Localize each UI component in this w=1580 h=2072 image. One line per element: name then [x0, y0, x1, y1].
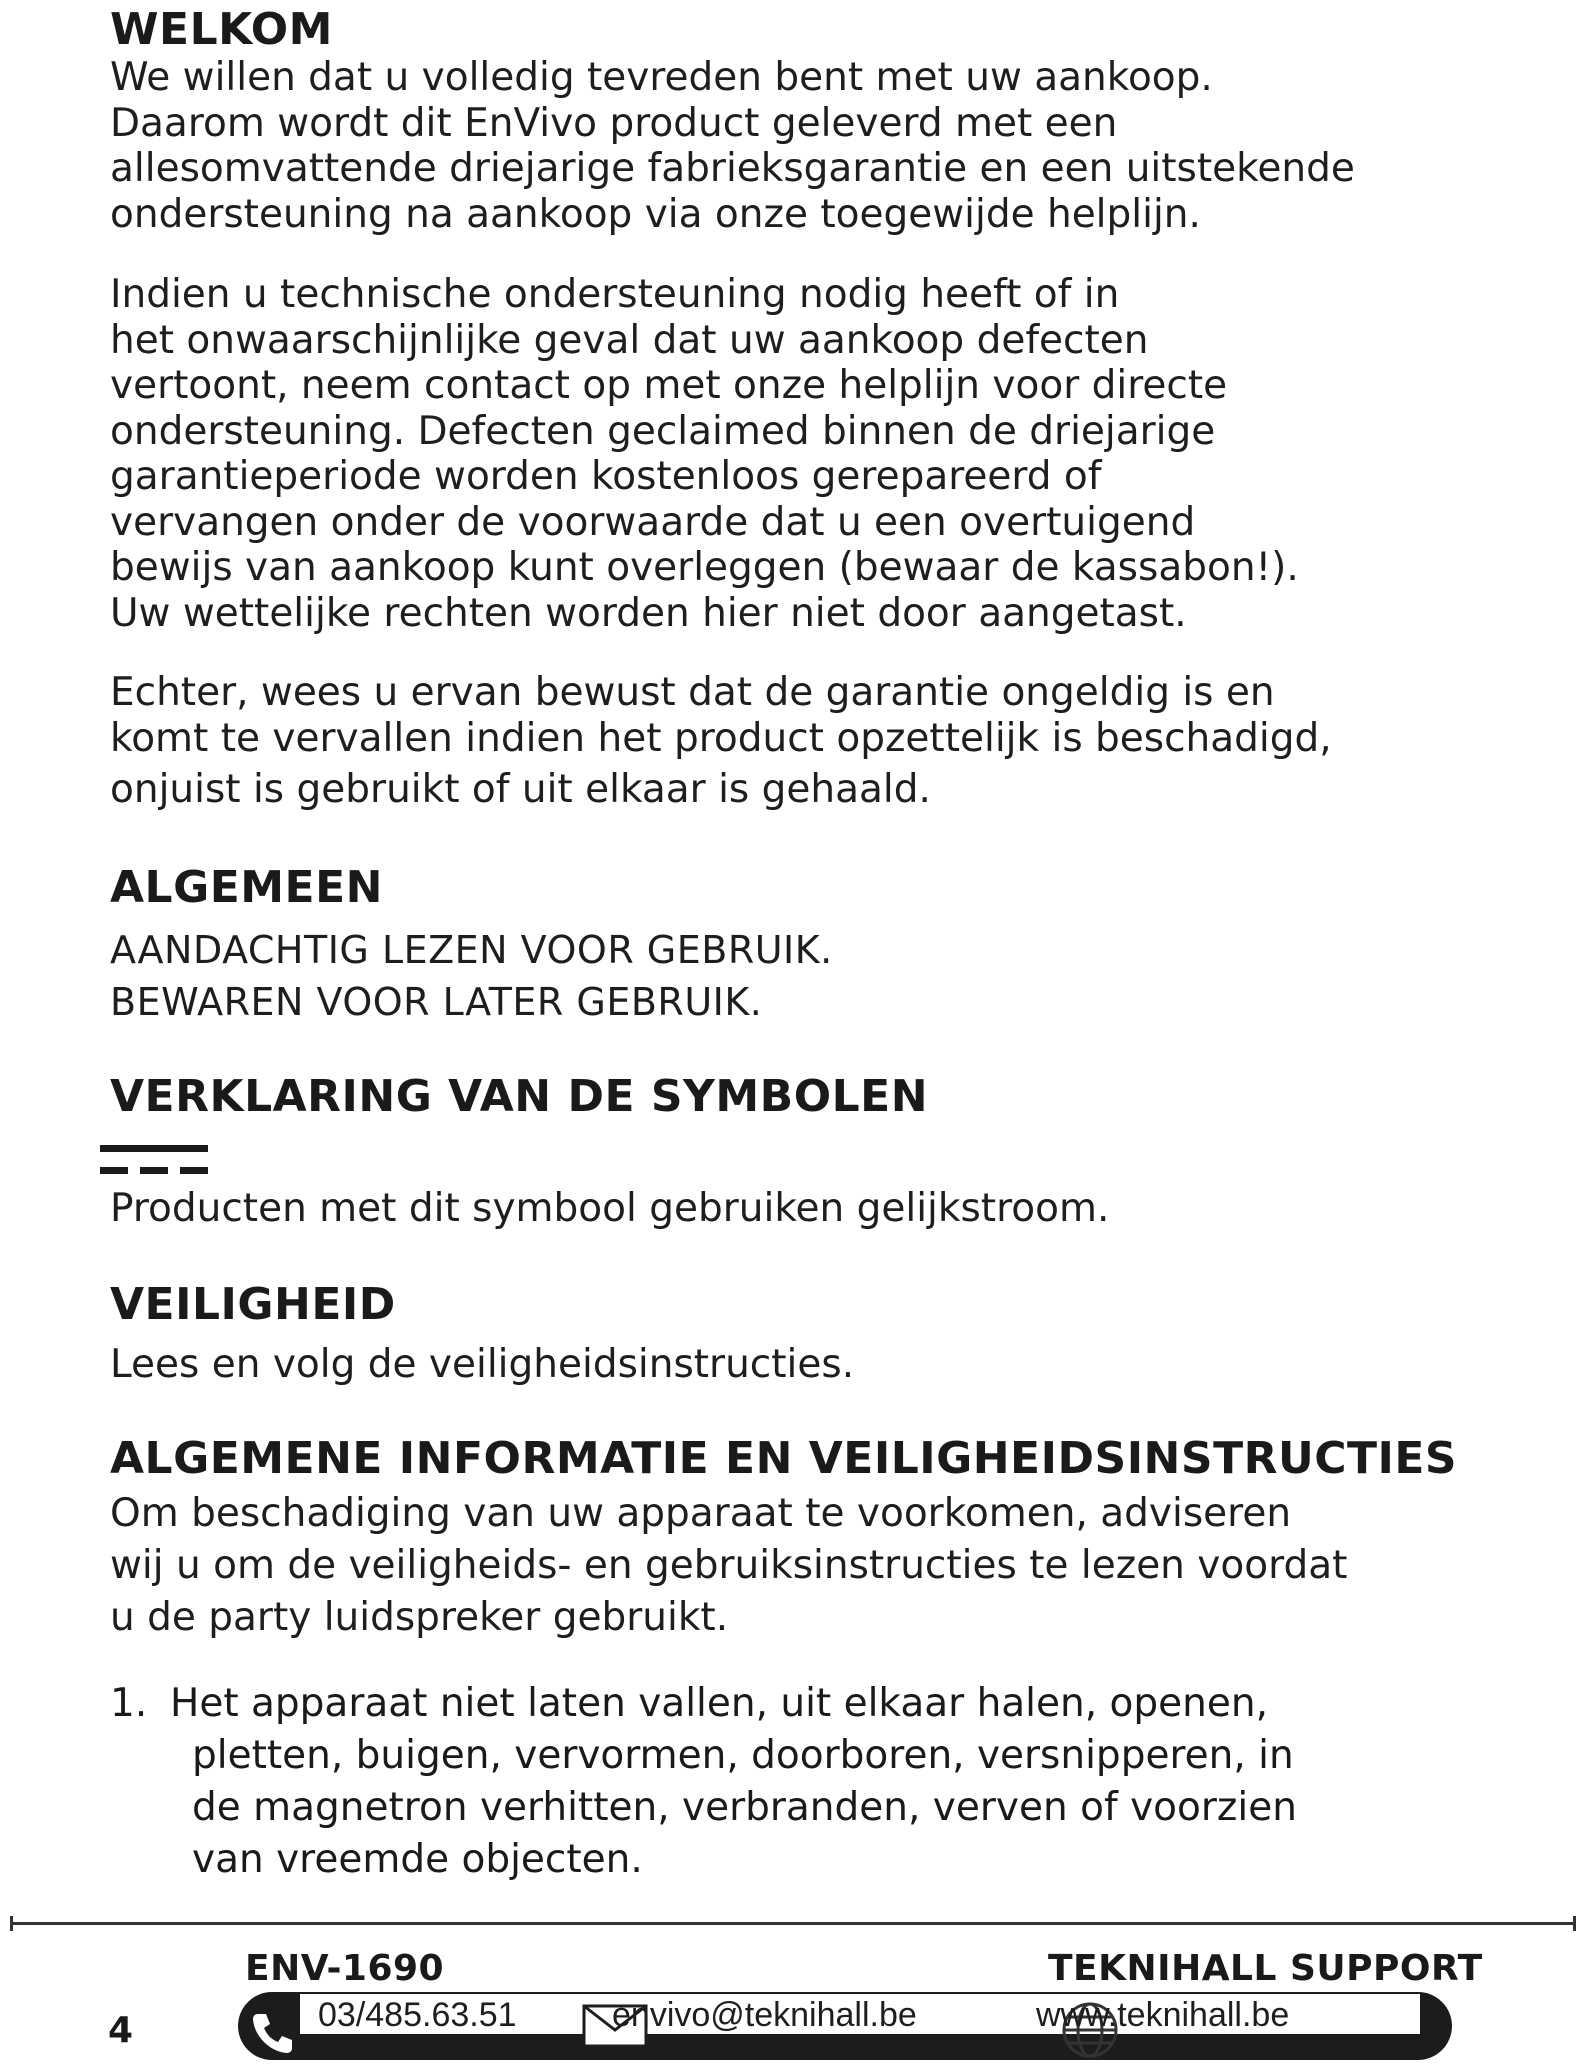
list-line: pletten, buigen, vervormen, doorboren, versnipperen, in: [192, 1733, 1294, 1778]
text-line: ondersteuning na aankoop via onze toegewijde helplijn.: [110, 191, 1201, 237]
text-line: We willen dat u volledig tevreden bent met uw aankoop.: [110, 55, 1213, 100]
algemeen-lines: [110, 924, 833, 1028]
text-line: bewijs van aankoop kunt overleggen (bewaar de kassabon!).: [110, 545, 1299, 590]
text-line: BEWAREN VOOR LATER GEBRUIK.: [110, 980, 763, 1024]
text-line: garantieperiode worden kostenloos gerepareerd of: [110, 454, 1102, 499]
text-line: Echter, wees u ervan bewust dat de garantie ongeldig is en: [110, 670, 1275, 715]
veiligheid-text: Lees en volg de veiligheidsinstructies.: [110, 1342, 855, 1387]
list-number: 1.: [110, 1681, 148, 1726]
support-title: TEKNIHALL SUPPORT: [1048, 1948, 1483, 1989]
website-link[interactable]: www.teknihall.be: [1036, 1996, 1290, 2034]
list-line: Het apparaat niet laten vallen, uit elkaar halen, openen,: [170, 1681, 1268, 1726]
list-line: de magnetron verhitten, verbranden, verven of voorzien: [192, 1785, 1297, 1830]
footer-divider: [10, 1922, 1576, 1925]
divider-cap-right: [1573, 1916, 1576, 1931]
text-line: vervangen onder de voorwaarde dat u een overtuigend: [110, 499, 1196, 545]
text-line: ondersteuning. Defecten geclaimed binnen de driejarige: [110, 408, 1216, 454]
model-number: ENV-1690: [245, 1948, 445, 1989]
text-line: vertoont, neem contact op met onze helplijn voor directe: [110, 363, 1228, 408]
heading-algemeen: ALGEMEEN: [110, 862, 383, 913]
text-line: komt te vervallen indien het product opzettelijk is beschadigd,: [110, 715, 1332, 761]
phone-icon: [248, 2008, 296, 2056]
text-line: Om beschadiging van uw apparaat te voorkomen, adviseren: [110, 1491, 1292, 1536]
paragraph-welkom-2: [110, 272, 1299, 636]
text-line: onjuist is gebruikt of uit elkaar is gehaald.: [110, 767, 931, 812]
text-line: het onwaarschijnlijke geval dat uw aankoop defecten: [110, 317, 1149, 363]
text-line: u de party luidspreker gebruikt.: [110, 1595, 729, 1640]
symbol-description: Producten met dit symbool gebruiken gelijkstroom.: [110, 1186, 1110, 1231]
direct-current-icon: [100, 1145, 208, 1181]
list-line: van vreemde objecten.: [192, 1837, 643, 1882]
safety-list: [110, 1678, 1500, 1886]
text-line: Indien u technische ondersteuning nodig heeft of in: [110, 272, 1120, 317]
text-line: allesomvattende driejarige fabrieksgarantie en een uitstekende: [110, 146, 1355, 191]
text-line: Daarom wordt dit EnVivo product geleverd met een: [110, 100, 1118, 146]
heading-symbolen: VERKLARING VAN DE SYMBOLEN: [110, 1071, 929, 1122]
paragraph-welkom-3: [110, 670, 1332, 813]
heading-veiligheid: VEILIGHEID: [110, 1279, 396, 1330]
text-line: wij u om de veiligheids- en gebruiksinstructies te lezen voordat: [110, 1543, 1348, 1588]
phone-number[interactable]: 03/485.63.51: [318, 1996, 517, 2034]
text-line: Uw wettelijke rechten worden hier niet door aangetast.: [110, 590, 1187, 636]
page-number: 4: [108, 2010, 134, 2051]
email-link[interactable]: envivo@teknihall.be: [612, 1996, 917, 2034]
list-item: [170, 1678, 1500, 1886]
paragraph-welkom-1: [110, 55, 1355, 237]
info-paragraph: [110, 1488, 1347, 1644]
divider-cap-left: [10, 1916, 13, 1931]
heading-welkom: WELKOM: [110, 4, 333, 55]
heading-info: ALGEMENE INFORMATIE EN VEILIGHEIDSINSTRUCTIES: [110, 1433, 1458, 1484]
text-line: AANDACHTIG LEZEN VOOR GEBRUIK.: [110, 928, 833, 972]
